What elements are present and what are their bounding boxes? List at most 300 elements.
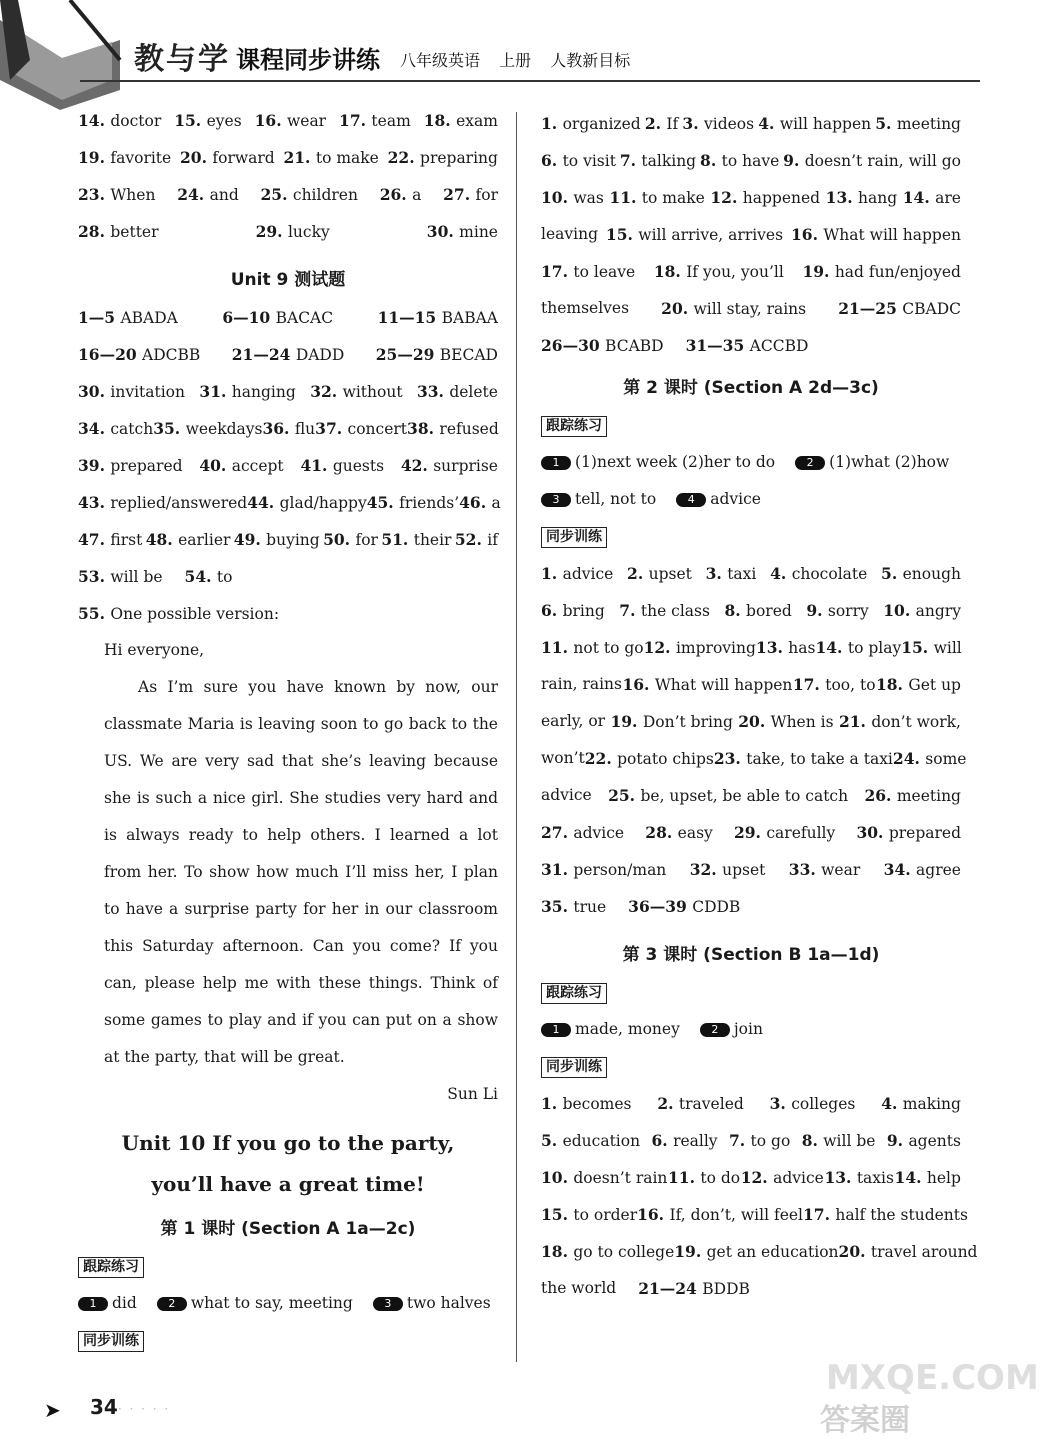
answer-item bbox=[339, 102, 411, 139]
answer-number: 48. bbox=[145, 530, 179, 549]
answer-item bbox=[541, 142, 616, 179]
answer-text: half the students bbox=[835, 1206, 968, 1224]
answer-text: will stay, rains bbox=[693, 300, 807, 318]
answer-item bbox=[541, 740, 585, 777]
answer-text: to do bbox=[700, 1169, 741, 1187]
answer-number: 28. bbox=[78, 222, 111, 241]
answer-text: help bbox=[926, 1169, 961, 1187]
answer-number: 25. bbox=[608, 786, 641, 805]
answer-text: will bbox=[933, 639, 962, 657]
answer-number: 33. bbox=[416, 382, 450, 401]
answer-item bbox=[459, 484, 501, 521]
answer-text: ADCBB bbox=[142, 346, 201, 364]
answer-number: 25—29 bbox=[375, 345, 440, 364]
answer-item bbox=[903, 179, 961, 216]
answer-line bbox=[541, 888, 961, 925]
watermark-text: 答案圈 bbox=[820, 1403, 910, 1438]
answer-item bbox=[541, 888, 606, 925]
answer-text: prepared bbox=[110, 457, 183, 475]
answer-number: 12. bbox=[710, 188, 743, 207]
answer-item bbox=[541, 851, 666, 888]
answer-line bbox=[78, 410, 498, 447]
answer-number: 17. bbox=[803, 1205, 836, 1224]
answer-number: 11. bbox=[541, 638, 574, 657]
page-dots: · · · · · bbox=[118, 1402, 171, 1416]
answer-item bbox=[770, 555, 867, 592]
answer-item bbox=[78, 484, 247, 521]
answer-text: to order bbox=[573, 1206, 638, 1224]
answer-item bbox=[541, 629, 644, 666]
answer-item bbox=[864, 777, 961, 814]
answer-item bbox=[883, 592, 961, 629]
answer-text: advice bbox=[541, 786, 592, 804]
answer-item bbox=[541, 592, 605, 629]
answer-text: DADD bbox=[295, 346, 345, 364]
answer-number: 8. bbox=[724, 601, 747, 620]
answer-item bbox=[619, 592, 710, 629]
book-info bbox=[400, 48, 630, 71]
answer-text: traveled bbox=[678, 1095, 744, 1113]
answer-number: 33. bbox=[788, 860, 822, 879]
answer-number: 21. bbox=[838, 712, 872, 731]
answer-item bbox=[839, 1233, 978, 1270]
tracking-item bbox=[157, 1294, 353, 1312]
answer-item bbox=[78, 410, 153, 447]
answer-item bbox=[783, 142, 961, 179]
answer-item bbox=[541, 327, 664, 364]
answer-number: 10. bbox=[541, 188, 574, 207]
answer-number: 29. bbox=[255, 222, 288, 241]
answer-item bbox=[78, 595, 279, 632]
answer-text: bring bbox=[562, 602, 605, 620]
answer-text: lucky bbox=[287, 223, 330, 241]
answer-text: really bbox=[673, 1132, 718, 1150]
answer-number: 4. bbox=[758, 114, 780, 133]
answer-number: 17. bbox=[339, 111, 372, 130]
answer-item bbox=[541, 777, 592, 814]
answer-number: 3. bbox=[682, 114, 704, 133]
tracking-item bbox=[541, 1020, 680, 1038]
answer-text: education bbox=[562, 1132, 641, 1150]
tracking-answer: (1)next week (2)her to do bbox=[575, 453, 776, 471]
answer-text: ACCBD bbox=[749, 337, 809, 355]
lesson2-title: 第 2 课时 (Section A 2d—3c) bbox=[623, 378, 879, 398]
answer-text: for bbox=[355, 531, 378, 549]
tracking-practice-tag: 跟踪练习 bbox=[78, 1257, 144, 1278]
answer-item bbox=[661, 290, 806, 327]
sample-letter bbox=[78, 632, 498, 1113]
answer-text: the world bbox=[541, 1279, 617, 1297]
answer-item bbox=[791, 216, 961, 253]
answer-text: person/man bbox=[573, 861, 667, 879]
answer-item bbox=[78, 521, 142, 558]
answer-number: 5. bbox=[875, 114, 897, 133]
answer-text: doesn’t rain, will go bbox=[804, 152, 961, 170]
answer-text: true bbox=[573, 898, 607, 916]
answer-item bbox=[901, 629, 962, 666]
answer-number: 36—39 bbox=[628, 897, 693, 916]
answer-text: forward bbox=[212, 149, 275, 167]
answer-item bbox=[247, 484, 366, 521]
answer-item bbox=[78, 447, 183, 484]
answer-line bbox=[541, 814, 961, 851]
answer-number: 13. bbox=[824, 1168, 857, 1187]
sync-training-tag: 同步训练 bbox=[78, 1331, 144, 1352]
answer-line bbox=[541, 290, 961, 327]
answer-text: had fun/enjoyed bbox=[834, 263, 961, 281]
answer-text: agents bbox=[908, 1132, 961, 1150]
answer-item bbox=[417, 373, 498, 410]
answer-number: 2. bbox=[627, 564, 649, 583]
answer-text: without bbox=[342, 383, 403, 401]
answer-line bbox=[541, 1196, 968, 1233]
answer-number: 7. bbox=[619, 151, 642, 170]
answer-text: will be bbox=[823, 1132, 876, 1150]
answer-item bbox=[180, 139, 275, 176]
answer-item bbox=[806, 592, 868, 629]
answer-item bbox=[700, 142, 779, 179]
grade-label: 八年级英语 bbox=[400, 51, 481, 70]
answer-text: will arrive, arrives bbox=[638, 226, 784, 244]
answer-text: travel around bbox=[870, 1243, 978, 1261]
answer-item bbox=[401, 447, 498, 484]
answer-number: 16—20 bbox=[78, 345, 143, 364]
answer-text: CDDB bbox=[692, 898, 741, 916]
answer-text: BDDB bbox=[702, 1280, 750, 1298]
answer-text: One possible version: bbox=[110, 605, 280, 623]
answer-number: 26. bbox=[379, 185, 413, 204]
answer-number: 6. bbox=[651, 1131, 674, 1150]
answer-text: early, or bbox=[541, 712, 606, 730]
sync-training-tag: 同步训练 bbox=[541, 1057, 607, 1078]
answer-line bbox=[541, 253, 961, 290]
answer-number: 13. bbox=[825, 188, 859, 207]
answer-item bbox=[255, 102, 326, 139]
unit9-test-title: Unit 9 测试题 bbox=[230, 270, 346, 290]
answer-item bbox=[78, 336, 200, 373]
answer-number: 24. bbox=[892, 749, 926, 768]
answer-text: doctor bbox=[110, 112, 162, 130]
answer-number: 12. bbox=[643, 638, 676, 657]
answer-item bbox=[541, 1196, 637, 1233]
answer-text: won’t bbox=[541, 749, 585, 767]
answer-line bbox=[541, 327, 961, 364]
lesson3-title: 第 3 课时 (Section B 1a—1d) bbox=[622, 945, 880, 965]
answer-item bbox=[541, 1233, 674, 1270]
answer-number: 13. bbox=[755, 638, 789, 657]
answer-number: 5. bbox=[541, 1131, 563, 1150]
arrow-icon: ➤ bbox=[44, 1398, 61, 1422]
answer-lines-unit9 bbox=[78, 299, 501, 632]
answer-line bbox=[541, 1085, 961, 1122]
answer-text: chocolate bbox=[791, 565, 868, 583]
answer-text: take, to take a taxi bbox=[746, 750, 893, 768]
tracking-item bbox=[676, 490, 761, 508]
answer-text: if bbox=[487, 531, 498, 549]
answer-number: 27. bbox=[541, 823, 574, 842]
answer-line bbox=[78, 336, 498, 373]
answer-text: hang bbox=[858, 189, 898, 207]
answer-item bbox=[146, 521, 231, 558]
answer-text: What will happen bbox=[823, 226, 961, 244]
answer-text: delete bbox=[449, 383, 498, 401]
answer-text: team bbox=[371, 112, 411, 130]
answer-text: BCABD bbox=[605, 337, 664, 355]
answer-item bbox=[262, 410, 315, 447]
answer-item bbox=[541, 179, 604, 216]
answer-item bbox=[376, 336, 498, 373]
answer-text: to leave bbox=[573, 263, 636, 281]
answer-number: 39. bbox=[78, 456, 111, 475]
unit10-title-line1: Unit 10 If you go to the party, bbox=[121, 1131, 455, 1155]
answer-item bbox=[541, 1085, 632, 1122]
answer-text: carefully bbox=[766, 824, 836, 842]
answer-item bbox=[802, 253, 961, 290]
answer-item bbox=[300, 447, 384, 484]
item-number-badge: 3 bbox=[541, 493, 571, 507]
answer-item bbox=[199, 447, 283, 484]
right-column bbox=[541, 105, 978, 1307]
answer-text: meeting bbox=[896, 787, 961, 805]
answer-number: 31. bbox=[541, 860, 574, 879]
answer-item bbox=[283, 139, 378, 176]
answer-item bbox=[541, 1122, 640, 1159]
answer-number: 22. bbox=[584, 749, 618, 768]
answer-line bbox=[541, 1122, 961, 1159]
answer-item bbox=[153, 410, 262, 447]
answer-text: doesn’t rain bbox=[573, 1169, 668, 1187]
tracking-answers bbox=[78, 1285, 498, 1322]
answer-item bbox=[815, 629, 901, 666]
answer-text: taxis bbox=[856, 1169, 894, 1187]
answer-item bbox=[839, 703, 961, 740]
answer-text: don’t work, bbox=[871, 713, 961, 731]
item-number-badge: 2 bbox=[157, 1297, 187, 1311]
answer-text: go to college bbox=[573, 1243, 675, 1261]
answer-line bbox=[541, 216, 961, 253]
answer-text: too, to bbox=[825, 676, 876, 694]
answer-item bbox=[884, 851, 961, 888]
answer-item bbox=[378, 299, 498, 336]
answer-item bbox=[388, 139, 498, 176]
answer-item bbox=[177, 176, 239, 213]
answer-item bbox=[315, 410, 407, 447]
answer-text: hanging bbox=[231, 383, 296, 401]
answer-text: friends’ bbox=[399, 494, 460, 512]
answer-item bbox=[174, 102, 241, 139]
answer-item bbox=[802, 1122, 876, 1159]
answer-text: talking bbox=[641, 152, 697, 170]
answer-text: themselves bbox=[541, 299, 630, 317]
answer-number: 50. bbox=[323, 530, 356, 549]
tracking-item bbox=[541, 453, 775, 471]
answer-text: If, don’t, will feel bbox=[669, 1206, 803, 1224]
answer-item bbox=[686, 327, 809, 364]
answer-number: 28. bbox=[645, 823, 678, 842]
answer-number: 6. bbox=[541, 601, 563, 620]
answer-text: BACAC bbox=[275, 309, 334, 327]
letter-body: As I’m sure you have known by now, our classmate Maria is leaving soon to go back to the US. We are very sad that she’s leaving because she is such a nice girl. She studies very hard and is always ready to help others. I learned a lot from her. To show how much I’ll miss her, I plan to have a surprise party for her in our classroom this Saturday afternoon. Can you come? If you can, please help me with these things. Think of some games to play and if you can put on a show at the party, that will be great. bbox=[104, 678, 498, 1066]
item-number-badge: 1 bbox=[541, 456, 571, 470]
answer-number: 34. bbox=[78, 419, 111, 438]
answer-text: surprise bbox=[433, 457, 498, 475]
answer-number: 26. bbox=[864, 786, 897, 805]
header-rule bbox=[80, 80, 980, 82]
unit10-title-line2: you’ll have a great time! bbox=[151, 1172, 425, 1196]
answer-number: 47. bbox=[78, 530, 111, 549]
answer-text: bored bbox=[746, 602, 792, 620]
answer-item bbox=[856, 814, 961, 851]
answer-item bbox=[628, 888, 740, 925]
answer-text: agree bbox=[916, 861, 961, 879]
tracking-answer: join bbox=[733, 1020, 763, 1038]
answer-text: to play bbox=[847, 639, 902, 657]
answer-item bbox=[608, 777, 848, 814]
answer-item bbox=[714, 740, 893, 777]
answer-text: organized bbox=[562, 115, 641, 133]
answer-text: weekdays bbox=[185, 420, 263, 438]
answer-text: to make bbox=[315, 149, 379, 167]
answer-text: easy bbox=[677, 824, 713, 842]
tracking-answer: did bbox=[112, 1294, 137, 1312]
sync-training-tag: 同步训练 bbox=[541, 527, 607, 548]
answer-item bbox=[541, 216, 598, 253]
answer-item bbox=[668, 1159, 740, 1196]
answer-text: sorry bbox=[827, 602, 869, 620]
answer-item bbox=[606, 216, 783, 253]
answer-text: to have bbox=[721, 152, 780, 170]
answer-text: upset bbox=[722, 861, 766, 879]
answer-text: earlier bbox=[178, 531, 231, 549]
answer-number: 35. bbox=[153, 419, 186, 438]
answer-text: favorite bbox=[110, 149, 172, 167]
answer-number: 21—25 bbox=[838, 299, 903, 318]
answer-text: potato chips bbox=[617, 750, 714, 768]
answer-line bbox=[78, 447, 498, 484]
answer-text: get an education bbox=[706, 1243, 839, 1261]
answer-number: 44. bbox=[247, 493, 280, 512]
answer-line bbox=[541, 179, 961, 216]
answer-text: has bbox=[788, 639, 816, 657]
answer-number: 21. bbox=[283, 148, 316, 167]
answer-number: 20. bbox=[180, 148, 213, 167]
answer-item bbox=[638, 1270, 750, 1307]
answer-item bbox=[824, 1159, 894, 1196]
answer-item bbox=[541, 703, 605, 740]
answer-number: 37. bbox=[315, 419, 348, 438]
tracking-answers-row2 bbox=[541, 481, 961, 518]
answer-number: 1. bbox=[541, 564, 563, 583]
answer-item bbox=[645, 814, 713, 851]
tracking-answer: (1)what (2)how bbox=[829, 453, 950, 471]
answer-text: BABAA bbox=[441, 309, 498, 327]
answer-number: 16. bbox=[254, 111, 287, 130]
answer-text: flu bbox=[294, 420, 316, 438]
answer-number: 17. bbox=[792, 675, 826, 694]
answer-text: videos bbox=[704, 115, 755, 133]
answer-item bbox=[645, 105, 678, 142]
answer-text: guests bbox=[332, 457, 385, 475]
answer-number: 11. bbox=[609, 188, 642, 207]
tracking-item bbox=[373, 1294, 491, 1312]
answer-number: 53. bbox=[78, 567, 111, 586]
answer-line bbox=[541, 777, 961, 814]
answer-number: 21—24 bbox=[231, 345, 296, 364]
tracking-answer: what to say, meeting bbox=[190, 1294, 353, 1312]
answer-text: to make bbox=[641, 189, 705, 207]
answer-text: Get up bbox=[908, 676, 961, 694]
answer-text: mine bbox=[459, 223, 498, 241]
answer-number: 21—24 bbox=[638, 1279, 703, 1298]
answer-item bbox=[234, 521, 320, 558]
answer-text: buying bbox=[266, 531, 320, 549]
answer-text: becomes bbox=[562, 1095, 632, 1113]
page-header bbox=[0, 0, 1000, 110]
answer-number: 3. bbox=[769, 1094, 792, 1113]
answer-number: 51. bbox=[381, 530, 414, 549]
answer-number: 14. bbox=[894, 1168, 927, 1187]
answer-number: 52. bbox=[454, 530, 488, 549]
answer-lines-lesson2 bbox=[541, 555, 967, 925]
answer-number: 4. bbox=[770, 564, 792, 583]
answer-text: will happen bbox=[779, 115, 872, 133]
answer-number: 11. bbox=[668, 1168, 701, 1187]
answer-number: 16. bbox=[791, 225, 824, 244]
answer-number: 55. bbox=[78, 604, 111, 623]
item-number-badge: 1 bbox=[78, 1297, 108, 1311]
tracking-answer: made, money bbox=[575, 1020, 680, 1038]
answer-item bbox=[770, 1085, 856, 1122]
tracking-answer: two halves bbox=[406, 1294, 491, 1312]
answer-text: upset bbox=[648, 565, 692, 583]
answer-text: ABADA bbox=[120, 309, 178, 327]
answer-number: 7. bbox=[619, 601, 641, 620]
answer-number: 18. bbox=[653, 262, 687, 281]
answer-text: will be bbox=[110, 568, 163, 586]
item-number-badge: 2 bbox=[795, 456, 825, 470]
answer-number: 27. bbox=[443, 185, 476, 204]
answer-item bbox=[541, 105, 641, 142]
answer-number: 11—15 bbox=[377, 308, 442, 327]
answer-text: prepared bbox=[888, 824, 961, 842]
answer-line bbox=[78, 558, 498, 595]
answer-number: 23. bbox=[78, 185, 111, 204]
answer-item bbox=[893, 740, 967, 777]
answer-text: angry bbox=[915, 602, 961, 620]
edition-label: 人教新目标 bbox=[550, 51, 631, 70]
answer-line bbox=[78, 373, 498, 410]
answer-item bbox=[876, 666, 961, 703]
answer-number: 12. bbox=[740, 1168, 774, 1187]
answer-number: 35. bbox=[541, 897, 574, 916]
answer-number: 6. bbox=[541, 151, 563, 170]
answer-number: 54. bbox=[184, 567, 217, 586]
answer-text: If bbox=[666, 115, 679, 133]
series-title: 课程同步讲练 bbox=[236, 46, 380, 74]
answer-number: 42. bbox=[400, 456, 434, 475]
answer-number: 19. bbox=[78, 148, 111, 167]
answer-text: catch bbox=[110, 420, 154, 438]
answer-number: 10. bbox=[541, 1168, 574, 1187]
tracking-item bbox=[795, 453, 949, 471]
answer-item bbox=[654, 253, 784, 290]
item-number-badge: 1 bbox=[541, 1023, 571, 1037]
answer-number: 49. bbox=[233, 530, 267, 549]
answer-item bbox=[895, 1159, 961, 1196]
tracking-item bbox=[541, 490, 656, 508]
answer-text: for bbox=[475, 186, 498, 204]
answer-text: to go bbox=[750, 1132, 791, 1150]
